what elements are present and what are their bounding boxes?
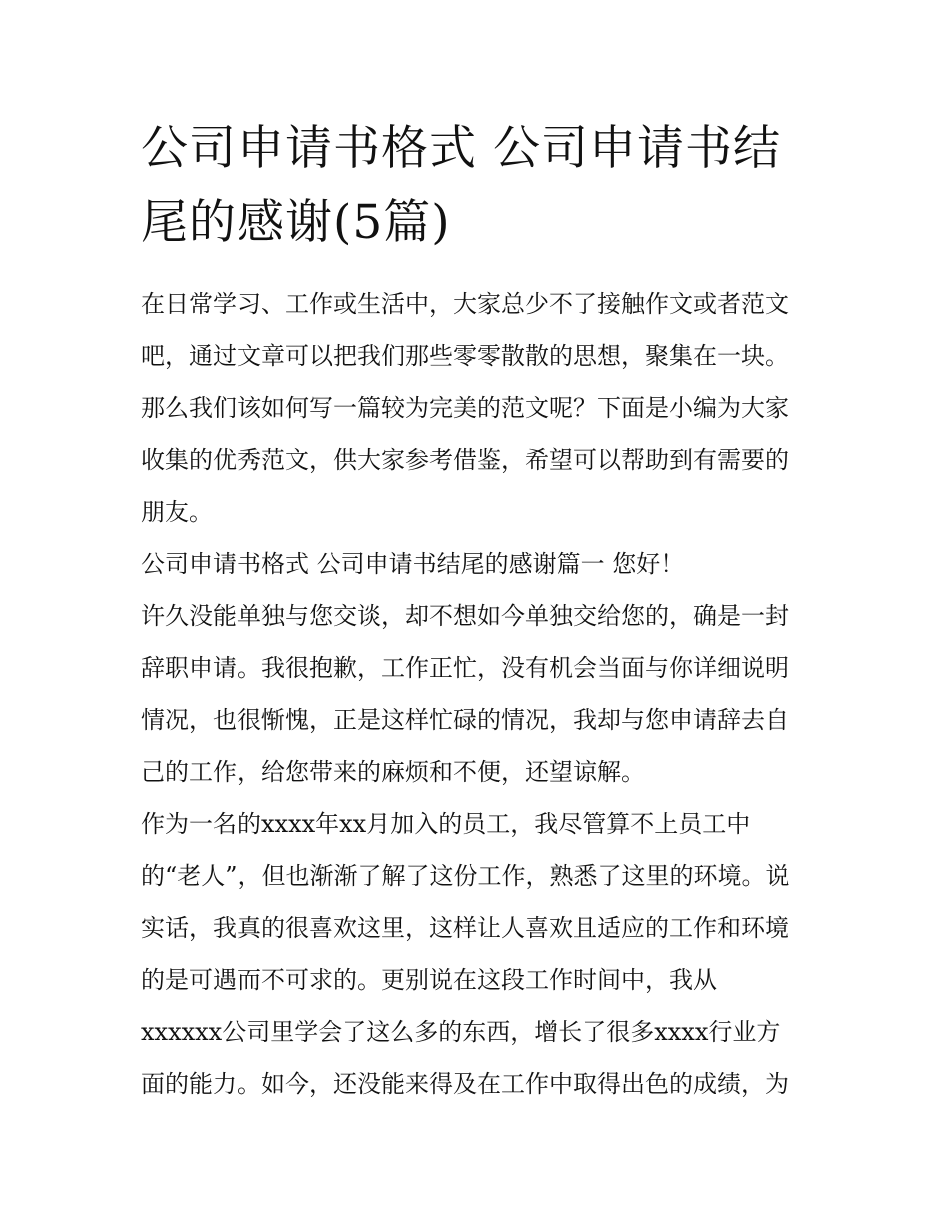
body-paragraph-2: 作为一名的xxxx年xx月加入的员工，我尽管算不上员工中 的“老人”，但也渐渐了解了这份工作，熟悉了这里的环境。说 实话，我真的很喜欢这里，这样让人喜欢且适应的工作和环境 的是可遇而不可求的。更别说在这段工作时间中，我从 xxxxxx公司里学会了这么多的东西，增长了很多xxxx行业方 面的能力。如今，还没能来得及在工作中取得出色的成绩，为: [141, 810, 790, 1098]
intro-paragraph: 在日常学习、工作或生活中，大家总少不了接触作文或者范文 吧，通过文章可以把我们那些零零散散的思想，聚集在一块。 那么我们该如何写一篇较为完美的范文呢？下面是小编为大家 收集的优秀范文，供大家参考借鉴，希望可以帮助到有需要的 朋友。: [141, 290, 789, 526]
document-body: [141, 112, 821, 1110]
body-paragraph-1: 许久没能单独与您交谈，却不想如今单独交给您的，确是一封 辞职申请。我很抱歉，工作正忙，没有机会当面与你详细说明 情况，也很惭愧，正是这样忙碌的情况，我却与您申请辞去自 己的工作，给您带来的麻烦和不便，还望谅解。: [141, 602, 789, 786]
document-title: 公司申请书格式 公司申请书结 尾的感谢(5篇): [141, 121, 781, 250]
section-heading: 公司申请书格式 公司申请书结尾的感谢篇一 您好！: [141, 550, 685, 578]
